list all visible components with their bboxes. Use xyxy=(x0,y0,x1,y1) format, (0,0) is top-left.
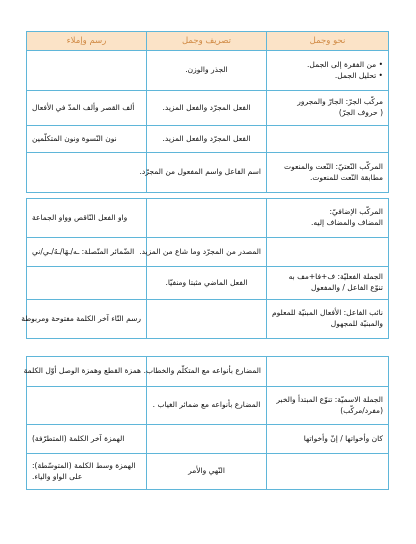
grammar-cell xyxy=(267,454,389,490)
grammar-cell: كان وأخواتها / إنّ وأخواتها xyxy=(267,425,389,454)
grammar-cell: • من الفقرة إلى الجمل. • تحليل الجمل. xyxy=(267,51,389,91)
table-row xyxy=(27,126,389,153)
morphology-cell xyxy=(147,300,267,339)
lesson-table-2 xyxy=(21,198,389,339)
spelling-cell: الهمزة آخر الكلمة (المتطرّفة) xyxy=(27,425,147,454)
morphology-cell: اسم الفاعل واسم المفعول من المجرّد. xyxy=(147,153,267,193)
table-row xyxy=(27,267,389,300)
table-row xyxy=(27,387,389,425)
spelling-cell xyxy=(27,153,147,193)
grammar-cell: نائب الفاعل: الأفعال المبنيّة للمعلوم والمبنيّة للمجهول xyxy=(267,300,389,339)
spelling-cell xyxy=(27,51,147,91)
morphology-cell xyxy=(147,425,267,454)
table-row xyxy=(27,454,389,490)
table-row xyxy=(27,300,389,339)
spelling-cell: الضّمائر المتّصلة: ـه/ـهَا/ـهُ/ـي/ني xyxy=(27,238,147,267)
morphology-cell: المصدر من المجرّد وما شاع من المزيد. xyxy=(147,238,267,267)
header-spelling: رسم وإملاء xyxy=(27,32,147,51)
table-row xyxy=(27,357,389,387)
lesson-table-1 xyxy=(26,31,389,193)
grammar-cell: المركّب النّعتيّ: النّعت والمنعوت مطابقة النّعت للمنعوت. xyxy=(267,153,389,193)
header-morphology: تصريف وجمل xyxy=(147,32,267,51)
spelling-cell xyxy=(27,267,147,300)
spelling-cell: ألف القصر وألف المدّ في الأفعال xyxy=(27,91,147,126)
spelling-cell: نون النّسوة ونون المتكلّمين xyxy=(27,126,147,153)
table-row xyxy=(27,153,389,193)
morphology-cell: المضارع بأنواعه مع المتكلّم والخطاب. xyxy=(147,357,267,387)
grammar-cell xyxy=(267,126,389,153)
spelling-cell: همزة القطع وهمزة الوصل أوّل الكلمة xyxy=(27,357,147,387)
header-grammar: نحو وجمل xyxy=(267,32,389,51)
table-row xyxy=(27,91,389,126)
morphology-cell: الفعل المجرّد والفعل المزيد. xyxy=(147,91,267,126)
morphology-cell: النّهي والأمر xyxy=(147,454,267,490)
spelling-cell: واو الفعل النّاقص وواو الجماعة xyxy=(27,199,147,238)
lesson-table-3 xyxy=(23,356,389,490)
table-row xyxy=(27,238,389,267)
table-row xyxy=(27,51,389,91)
table-row xyxy=(27,199,389,238)
grammar-cell: المركّب الإضافيّ: المضاف والمضاف إليه. xyxy=(267,199,389,238)
morphology-cell: الفعل المجرّد والفعل المزيد. xyxy=(147,126,267,153)
morphology-cell: الجذر والوزن. xyxy=(147,51,267,91)
morphology-cell: الفعل الماضي مثبتا ومنفيّا. xyxy=(147,267,267,300)
morphology-cell: المضارع بأنواعه مع ضمائر الغياب . xyxy=(147,387,267,425)
grammar-cell: الجملة الفعليّة: ف+فا+مف به تنوّع الفاعل / والمفعول xyxy=(267,267,389,300)
morphology-cell xyxy=(147,199,267,238)
grammar-cell xyxy=(267,238,389,267)
grammar-cell xyxy=(267,357,389,387)
spelling-cell: الهمزة وسط الكلمة (المتوسّطة): على الواو والياء. xyxy=(27,454,147,490)
spelling-cell xyxy=(27,387,147,425)
grammar-cell: مركّب الجرّ: الجارّ والمجرور ( حروف الجرّ) xyxy=(267,91,389,126)
spelling-cell: رسم التّاء آخر الكلمة مفتوحة ومربوطة xyxy=(27,300,147,339)
grammar-cell: الجملة الاسميّة: تنوّع المبتدأ والخبر (مفرد/مركّب) xyxy=(267,387,389,425)
table-row xyxy=(27,425,389,454)
table-header-row xyxy=(27,32,389,51)
